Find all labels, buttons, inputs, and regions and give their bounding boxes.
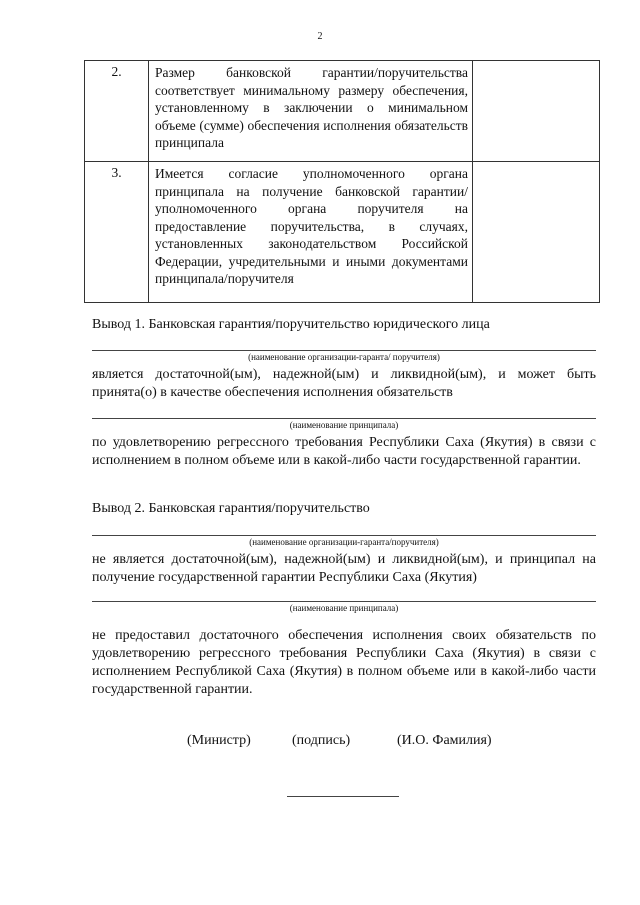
guarantor-name-caption: (наименование организации-гаранта/поручителя) xyxy=(249,537,439,547)
conclusion-1-text-2: по удовлетворению регрессного требования Республики Саха (Якутия) в связи с исполнением в полном объеме или в какой-либо части государственной гарантии. xyxy=(92,435,596,468)
guarantor-name-line xyxy=(92,350,596,351)
row-note-cell xyxy=(473,61,600,162)
conclusion-2-text-1: не является достаточной(ым), надежной(ым) и ликвидной(ым), и принципал на получение государственной гарантии Республики Саха (Якутия) xyxy=(92,552,596,585)
principal-name-caption: (наименование принципала) xyxy=(289,603,399,613)
signature-sign: (подпись) xyxy=(292,733,351,748)
row-number: 3. xyxy=(85,162,149,303)
conclusion-2-text-2: не предоставил достаточного обеспечения исполнения своих обязательств по удовлетворению регрессного требования Республики Саха (Якутия) в связи с исполнением Республикой Саха (Якутия) в полном объеме или в какой-либо части государственной гарантии. xyxy=(92,628,596,697)
conclusion-1-heading: Вывод 1. Банковская гарантия/поручительство юридического лица xyxy=(92,317,490,332)
closing-rule xyxy=(287,796,399,797)
row-note-cell xyxy=(473,162,600,303)
guarantor-name-caption: (наименование организации-гаранта/ поручителя) xyxy=(248,352,440,362)
signature-position: (Министр) xyxy=(187,733,251,748)
principal-name-line xyxy=(92,418,596,419)
conclusion-2-heading: Вывод 2. Банковская гарантия/поручительство xyxy=(92,501,370,516)
row-criterion-text: Имеется согласие уполномоченного органа принципала на получение банковской гарантии/уполномоченного органа поручителя на предоставление поручительства, в случаях, установленных законодательством Российской Федерации, учредительными и иными документами принципала/поручителя xyxy=(149,162,473,303)
table-row xyxy=(85,61,600,162)
signature-name: (И.О. Фамилия) xyxy=(397,733,492,748)
guarantor-name-line xyxy=(92,535,596,536)
page-number: 2 xyxy=(317,31,323,42)
criteria-table xyxy=(84,60,600,303)
row-number: 2. xyxy=(85,61,149,162)
row-criterion-text: Размер банковской гарантии/поручительства соответствует минимальному размеру обеспечения, установленному в заключении о минимальном объеме (сумме) обеспечения исполнения обязательств принципала xyxy=(149,61,473,162)
principal-name-caption: (наименование принципала) xyxy=(289,420,399,430)
table-row xyxy=(85,162,600,303)
principal-name-line xyxy=(92,601,596,602)
conclusion-1-text-1: является достаточной(ым), надежной(ым) и ликвидной(ым), и может быть принята(о) в качестве обеспечения исполнения обязательств xyxy=(92,367,596,400)
